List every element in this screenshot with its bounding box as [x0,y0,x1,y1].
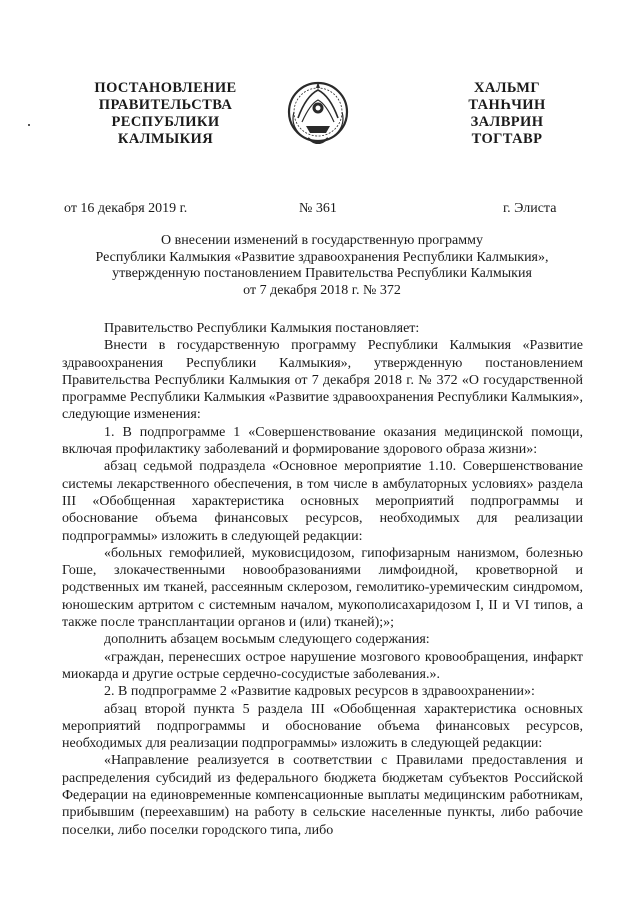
header-line: ПРАВИТЕЛЬСТВА [98,97,233,113]
body-paragraph: абзац седьмой подраздела «Основное мероприятие 1.10. Совершенствование системы лекарственного обеспечения, в том числе в амбулаторных условиях» раздела III «Обобщенная характеристика основных мероприятий подпрограммы и обоснование объема финансовых ресурсов, необходимых для реализации подпрограммы» изложить в следующей редакции: [62,459,583,544]
header-line: КАЛМЫКИЯ [117,131,214,147]
document-city: г. Элиста [503,201,557,216]
header-title-kalmyk [447,80,567,148]
body-paragraph: 1. В подпрограмме 1 «Совершенствование оказания медицинской помощи, включая профилактику заболеваний и формирование здорового образа жизни»: [62,424,583,458]
document-title [62,233,582,299]
document-body [62,320,583,839]
document-date: от 16 декабря 2019 г. [64,201,188,216]
body-paragraph: Внести в государственную программу Республики Калмыкия «Развитие здравоохранения Республики Калмыкия», утвержденную постановлением Правительства Республики Калмыкия от 7 декабря 2018 г. № 372 «О государственной программе Республики Калмыкия «Развитие здравоохранения Республики Калмыкия», следующие изменения: [62,338,583,423]
header-line: ХАЛЬМГ [473,80,541,96]
title-line: утвержденную постановлением Правительства Республики Калмыкия [112,266,532,281]
body-paragraph: абзац второй пункта 5 раздела III «Обобщенная характеристика основных мероприятий подпрограммы и обоснование объема финансовых ресурсов, необходимых для реализации подпрограммы» изложить в следующей редакции: [62,701,583,752]
body-paragraph: Правительство Республики Калмыкия постановляет: [104,321,420,336]
body-paragraph: 2. В подпрограмме 2 «Развитие кадровых ресурсов в здравоохранении»: [104,684,535,700]
body-paragraph: «Направление реализуется в соответствии с Правилами предоставления и распределения субсидий из федерального бюджета бюджетам субъектов Российской Федерации на единовременные компенсационные выплаты медицинским работникам, прибывшим (переехавшим) на работу в сельские населенные пункты, либо рабочие поселки, либо поселки городского типа, либо [62,753,583,838]
body-paragraph: «больных гемофилией, муковисцидозом, гипофизарным нанизмом, болезнью Гоше, злокачественными новообразованиями лимфоидной, кроветворной и родственных им тканей, рассеянным склерозом, гемолитико-уремическим синдромом, юношеским артритом с системным началом, мукополисахаридозом I, II и VI типов, а также после трансплантации органов и (или) тканей);»; [62,545,583,631]
header-line: ПОСТАНОВЛЕНИЕ [94,80,237,96]
header-line: ЗАЛВРИН [470,114,544,130]
document-number: № 361 [299,201,337,216]
body-paragraph: «граждан, перенесших острое нарушение мозгового кровообращения, инфаркт миокарда и другие острые сердечно-сосудистые заболевания.». [62,649,583,682]
title-line: О внесении изменений в государственную программу [161,233,483,248]
scan-speck [28,124,30,126]
header-line: ТАНҺЧИН [468,97,546,113]
header-title-russian [78,80,253,148]
header-line: ТОГТАВР [471,131,543,147]
kalmykia-coat-of-arms-icon [286,78,350,152]
title-line: от 7 декабря 2018 г. № 372 [243,282,401,298]
header-line: РЕСПУБЛИКИ [111,114,220,130]
body-paragraph: дополнить абзацем восьмым следующего содержания: [104,632,430,648]
title-line: Республики Калмыкия «Развитие здравоохранения Республики Калмыкия», [95,249,549,265]
